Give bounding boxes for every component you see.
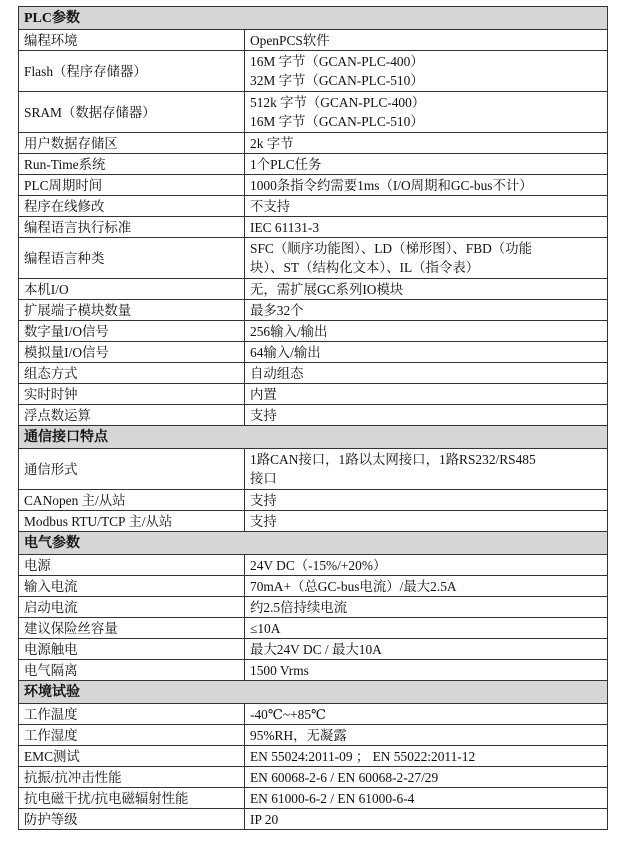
row-label: 实时时钟 bbox=[19, 384, 245, 405]
table-row bbox=[19, 238, 608, 279]
table-row bbox=[19, 746, 608, 767]
row-value bbox=[245, 767, 608, 788]
value-line: 块）、ST（结构化文本）、IL（指令表） bbox=[250, 260, 480, 275]
value-line: 512k 字节（GCAN-PLC-400） bbox=[250, 95, 426, 110]
table-row bbox=[19, 597, 608, 618]
value-line: EN 61000-6-2 / EN 61000-6-4 bbox=[250, 790, 415, 806]
value-line: 1000条指令约需要1ms（I/O周期和GC-bus不计） bbox=[250, 177, 533, 193]
row-label: 数字量I/O信号 bbox=[19, 321, 245, 342]
row-value bbox=[245, 384, 608, 405]
row-label: 电气隔离 bbox=[19, 660, 245, 681]
value-line: 不支持 bbox=[250, 198, 291, 214]
section-header-row bbox=[19, 426, 608, 449]
section-title: 环境试验 bbox=[19, 681, 608, 704]
table-row bbox=[19, 342, 608, 363]
section-header-row bbox=[19, 532, 608, 555]
row-label: 工作温度 bbox=[19, 704, 245, 725]
row-value bbox=[245, 809, 608, 830]
table-row bbox=[19, 175, 608, 196]
row-value bbox=[245, 196, 608, 217]
value-line: 最多32个 bbox=[250, 302, 304, 318]
table-row bbox=[19, 767, 608, 788]
value-line: 1路CAN接口，1路以太网接口，1路RS232/RS485 bbox=[250, 452, 536, 467]
section-title: 电气参数 bbox=[19, 532, 608, 555]
section-title: 通信接口特点 bbox=[19, 426, 608, 449]
value-line: 95%RH，无凝露 bbox=[250, 727, 347, 743]
value-line: OpenPCS软件 bbox=[250, 32, 330, 48]
table-row bbox=[19, 384, 608, 405]
row-label: 建议保险丝容量 bbox=[19, 618, 245, 639]
value-line: 接口 bbox=[250, 471, 277, 486]
value-line: 约2.5倍持续电流 bbox=[250, 599, 348, 615]
value-line: 支持 bbox=[250, 513, 277, 529]
row-value bbox=[245, 490, 608, 511]
value-line: SFC（顺序功能图）、LD（梯形图）、FBD（功能 bbox=[250, 241, 532, 256]
table-row bbox=[19, 92, 608, 133]
table-row bbox=[19, 300, 608, 321]
row-label: 编程语言执行标准 bbox=[19, 217, 245, 238]
row-value bbox=[245, 30, 608, 51]
table-row bbox=[19, 30, 608, 51]
row-label: SRAM（数据存储器） bbox=[19, 92, 245, 133]
row-value bbox=[245, 133, 608, 154]
row-value bbox=[245, 238, 608, 279]
row-label: Flash（程序存储器） bbox=[19, 51, 245, 92]
section-header-row bbox=[19, 7, 608, 30]
row-value bbox=[245, 51, 608, 92]
table-row bbox=[19, 576, 608, 597]
row-label: Modbus RTU/TCP 主/从站 bbox=[19, 511, 245, 532]
row-value bbox=[245, 175, 608, 196]
table-row bbox=[19, 154, 608, 175]
row-label: 用户数据存储区 bbox=[19, 133, 245, 154]
row-value bbox=[245, 788, 608, 809]
section-title: PLC参数 bbox=[19, 7, 608, 30]
row-label: 电源 bbox=[19, 555, 245, 576]
row-label: 扩展端子模块数量 bbox=[19, 300, 245, 321]
table-row bbox=[19, 490, 608, 511]
table-row bbox=[19, 639, 608, 660]
row-value bbox=[245, 217, 608, 238]
value-line: 1500 Vrms bbox=[250, 662, 309, 678]
row-label: 防护等级 bbox=[19, 809, 245, 830]
value-line: 无，需扩展GC系列IO模块 bbox=[250, 281, 404, 297]
table-row bbox=[19, 405, 608, 426]
section-header-row bbox=[19, 681, 608, 704]
row-label: 编程语言种类 bbox=[19, 238, 245, 279]
value-line: -40℃~+85℃ bbox=[250, 706, 326, 722]
row-value bbox=[245, 300, 608, 321]
row-label: PLC周期时间 bbox=[19, 175, 245, 196]
row-value bbox=[245, 342, 608, 363]
value-line: 32M 字节（GCAN-PLC-510） bbox=[250, 73, 424, 88]
table-row bbox=[19, 51, 608, 92]
row-value bbox=[245, 405, 608, 426]
table-row bbox=[19, 704, 608, 725]
table-row bbox=[19, 449, 608, 490]
value-line: 70mA+（总GC-bus电流）/最大2.5A bbox=[250, 578, 457, 594]
row-label: Run-Time系统 bbox=[19, 154, 245, 175]
value-line: 1个PLC任务 bbox=[250, 156, 322, 172]
row-label: 抗电磁干扰/抗电磁辐射性能 bbox=[19, 788, 245, 809]
value-line: EN 55024:2011-09 ； EN 55022:2011-12 bbox=[250, 748, 476, 764]
row-label: 本机I/O bbox=[19, 279, 245, 300]
table-row bbox=[19, 660, 608, 681]
value-line: 256输入/输出 bbox=[250, 323, 328, 339]
table-row bbox=[19, 725, 608, 746]
row-value bbox=[245, 704, 608, 725]
row-value bbox=[245, 639, 608, 660]
row-value bbox=[245, 449, 608, 490]
table-row bbox=[19, 196, 608, 217]
row-label: 组态方式 bbox=[19, 363, 245, 384]
value-line: 支持 bbox=[250, 407, 277, 423]
table-row bbox=[19, 809, 608, 830]
row-label: CANopen 主/从站 bbox=[19, 490, 245, 511]
value-line: 24V DC（-15%/+20%） bbox=[250, 557, 387, 573]
row-label: 电源触电 bbox=[19, 639, 245, 660]
row-label: 程序在线修改 bbox=[19, 196, 245, 217]
row-value bbox=[245, 576, 608, 597]
value-line: 64输入/输出 bbox=[250, 344, 321, 360]
value-line: ≤10A bbox=[250, 620, 281, 636]
row-value bbox=[245, 321, 608, 342]
table-row bbox=[19, 618, 608, 639]
row-value bbox=[245, 660, 608, 681]
table-row bbox=[19, 363, 608, 384]
row-value bbox=[245, 279, 608, 300]
value-line: 内置 bbox=[250, 386, 277, 402]
value-line: EN 60068-2-6 / EN 60068-2-27/29 bbox=[250, 769, 439, 785]
row-label: 通信形式 bbox=[19, 449, 245, 490]
row-value bbox=[245, 618, 608, 639]
row-value bbox=[245, 555, 608, 576]
table-row bbox=[19, 217, 608, 238]
row-label: 输入电流 bbox=[19, 576, 245, 597]
table-row bbox=[19, 511, 608, 532]
row-value bbox=[245, 511, 608, 532]
spec-table-body bbox=[19, 7, 608, 830]
value-line: 2k 字节 bbox=[250, 135, 294, 151]
row-label: EMC测试 bbox=[19, 746, 245, 767]
spec-table bbox=[18, 6, 608, 830]
row-value bbox=[245, 597, 608, 618]
row-label: 抗振/抗冲击性能 bbox=[19, 767, 245, 788]
row-value bbox=[245, 725, 608, 746]
value-line: 最大24V DC / 最大10A bbox=[250, 641, 382, 657]
row-value bbox=[245, 154, 608, 175]
row-label: 浮点数运算 bbox=[19, 405, 245, 426]
row-value bbox=[245, 746, 608, 767]
table-row bbox=[19, 788, 608, 809]
value-line: 支持 bbox=[250, 492, 277, 508]
value-line: IEC 61131-3 bbox=[250, 219, 320, 235]
row-label: 编程环境 bbox=[19, 30, 245, 51]
table-row bbox=[19, 279, 608, 300]
row-label: 工作湿度 bbox=[19, 725, 245, 746]
row-label: 模拟量I/O信号 bbox=[19, 342, 245, 363]
table-row bbox=[19, 321, 608, 342]
table-row bbox=[19, 555, 608, 576]
value-line: 自动组态 bbox=[250, 365, 304, 381]
value-line: 16M 字节（GCAN-PLC-400） bbox=[250, 54, 424, 69]
row-value bbox=[245, 92, 608, 133]
value-line: IP 20 bbox=[250, 811, 279, 827]
row-label: 启动电流 bbox=[19, 597, 245, 618]
row-value bbox=[245, 363, 608, 384]
table-row bbox=[19, 133, 608, 154]
spec-table-container bbox=[18, 6, 607, 830]
value-line: 16M 字节（GCAN-PLC-510） bbox=[250, 114, 424, 129]
